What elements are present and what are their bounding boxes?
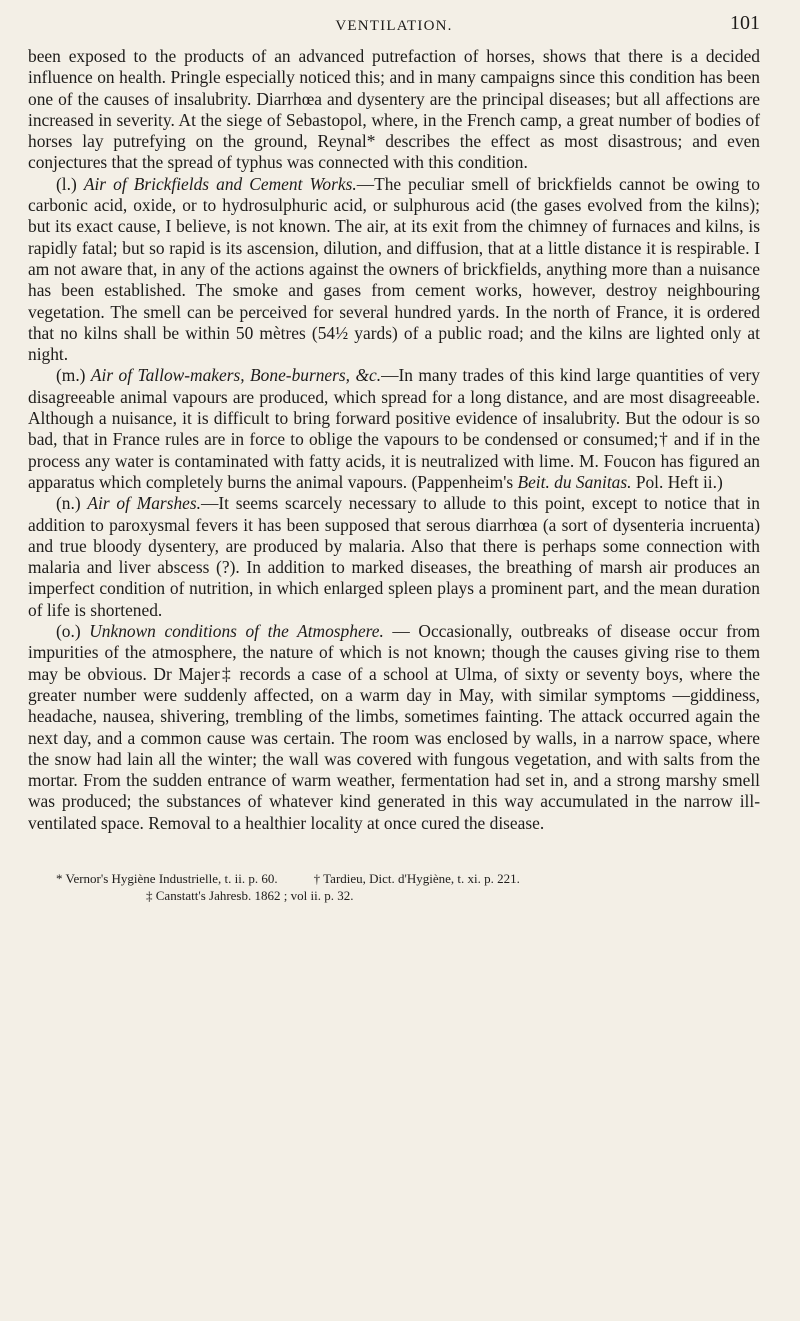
body-text [28, 46, 760, 834]
paragraph-marshes [28, 493, 760, 621]
page-number: 101 [730, 12, 760, 34]
section-title: Air of Marshes. [87, 493, 201, 514]
paragraph-putrefaction [28, 46, 760, 174]
paragraph-text: been exposed to the products of an advanced putrefaction of horses, shows that there is a decided influence on health. Pringle especially noticed this; and in many campaigns since this condition has been one of the causes of insalubrity. Diarrhœa and dysentery are the principal diseases; but all affections are increased in severity. At the siege of Sebastopol, where, in the French camp, a great number of bodies of horses lay putrefying on the ground, Reynal* describes the effect as most disastrous; and even conjectures that the spread of typhus was connected with this condition. [28, 46, 760, 173]
section-label: (n.) [56, 493, 81, 514]
footnote-tardieu: † Tardieu, Dict. d'Hygiène, t. xi. p. 221. [313, 870, 520, 886]
section-label: (l.) [56, 173, 77, 194]
footnote-vernor: * Vernor's Hygiène Industrielle, t. ii. p. 60. [56, 870, 278, 886]
section-title: Air of Brickfields and Cement Works. [83, 173, 357, 194]
section-label: (m.) [56, 365, 86, 386]
paragraph-brickfields [28, 174, 760, 366]
footnote-row-2 [56, 887, 760, 904]
footnotes [28, 870, 760, 904]
paragraph-text: —In many trades of this kind large quantities of very disagreeable animal vapours are produced, which spread for a long distance, and are most disagreeable. Although a nuisance, it is difficult to bring forward positive evidence of insalubrity. But the odour is so bad, that in France rules are in force to oblige the vapours to be condensed or consumed;† and if in the process any water is contaminated with fatty acids, it is neutralized with lime. M. Foucon has figured an apparatus which completely burns the animal vapours. (Pappenheim's [28, 365, 760, 492]
paragraph-text: —The peculiar smell of brickfields cannot be owing to carbonic acid, oxide, or to hydrosulphuric acid, or sulphurous acid (the gases evolved from the kilns); but its exact cause, I believe, is not known. The air, at its exit from the chimney of furnaces and kilns, is rapidly fatal; but so rapid is its ascension, dilution, and diffusion, that at a little distance it is respirable. I am not aware that, in any of the actions against the owners of brickfields, anything more than a nuisance has been established. The smoke and gases from cement works, however, destroy neighbouring vegetation. The smell can be perceived for several hundred yards. In the north of France, it is ordered that no kilns shall be within 50 mètres (54½ yards) of a public road; and the kilns are lighted only at night. [28, 173, 760, 365]
section-title: Air of Tallow-makers, Bone-burners, &c. [90, 365, 382, 386]
paragraph-text: —It seems scarcely necessary to allude to this point, except to notice that in addition to paroxysmal fevers it has been supposed that serous diarrhœa (a sort of dysenteria incruenta) and true bloody dysentery, are produced by malaria. Also that there is perhaps some connection with malaria and liver abscess (?). In addition to marked diseases, the breathing of marsh air produces an imperfect condition of nutrition, in which enlarged spleen plays a prominent part, and the mean duration of life is shortened. [28, 493, 760, 620]
footnote-canstatt: ‡ Canstatt's Jahresb. 1862 ; vol ii. p. 32. [146, 887, 354, 903]
running-head: VENTILATION. [335, 18, 453, 34]
page-header [28, 8, 760, 46]
paragraph-tallow-makers [28, 365, 760, 493]
section-title: Unknown conditions of the Atmosphere. [89, 621, 384, 642]
paragraph-text: — Occasionally, outbreaks of disease occur from impurities of the atmosphere, the nature of which is not known; though the causes giving rise to them may be obvious. Dr Majer‡ records a case of a school at Ulma, of sixty or seventy boys, where the greater number were suddenly affected, on a warm day in May, with similar symptoms —giddiness, headache, nausea, shivering, trembling of the limbs, sometimes fainting. The attack occurred again the next day, and a common cause was certain. The room was enclosed by walls, in a narrow space, where the snow had lain all the winter; the wall was covered with fungous vegetation, and with salts from the mortar. From the sudden entrance of warm weather, fermentation had set in, and a strong marshy smell was produced; the substances of whatever kind generated in this way accumulated in the narrow ill-ventilated space. Removal to a healthier locality at once cured the disease. [28, 621, 760, 833]
citation-tail: Pol. Heft ii.) [631, 471, 723, 492]
footnote-row-1 [56, 870, 760, 887]
paragraph-unknown-conditions [28, 621, 760, 834]
section-label: (o.) [56, 621, 81, 642]
citation-title: Beit. du Sanitas. [517, 471, 632, 492]
